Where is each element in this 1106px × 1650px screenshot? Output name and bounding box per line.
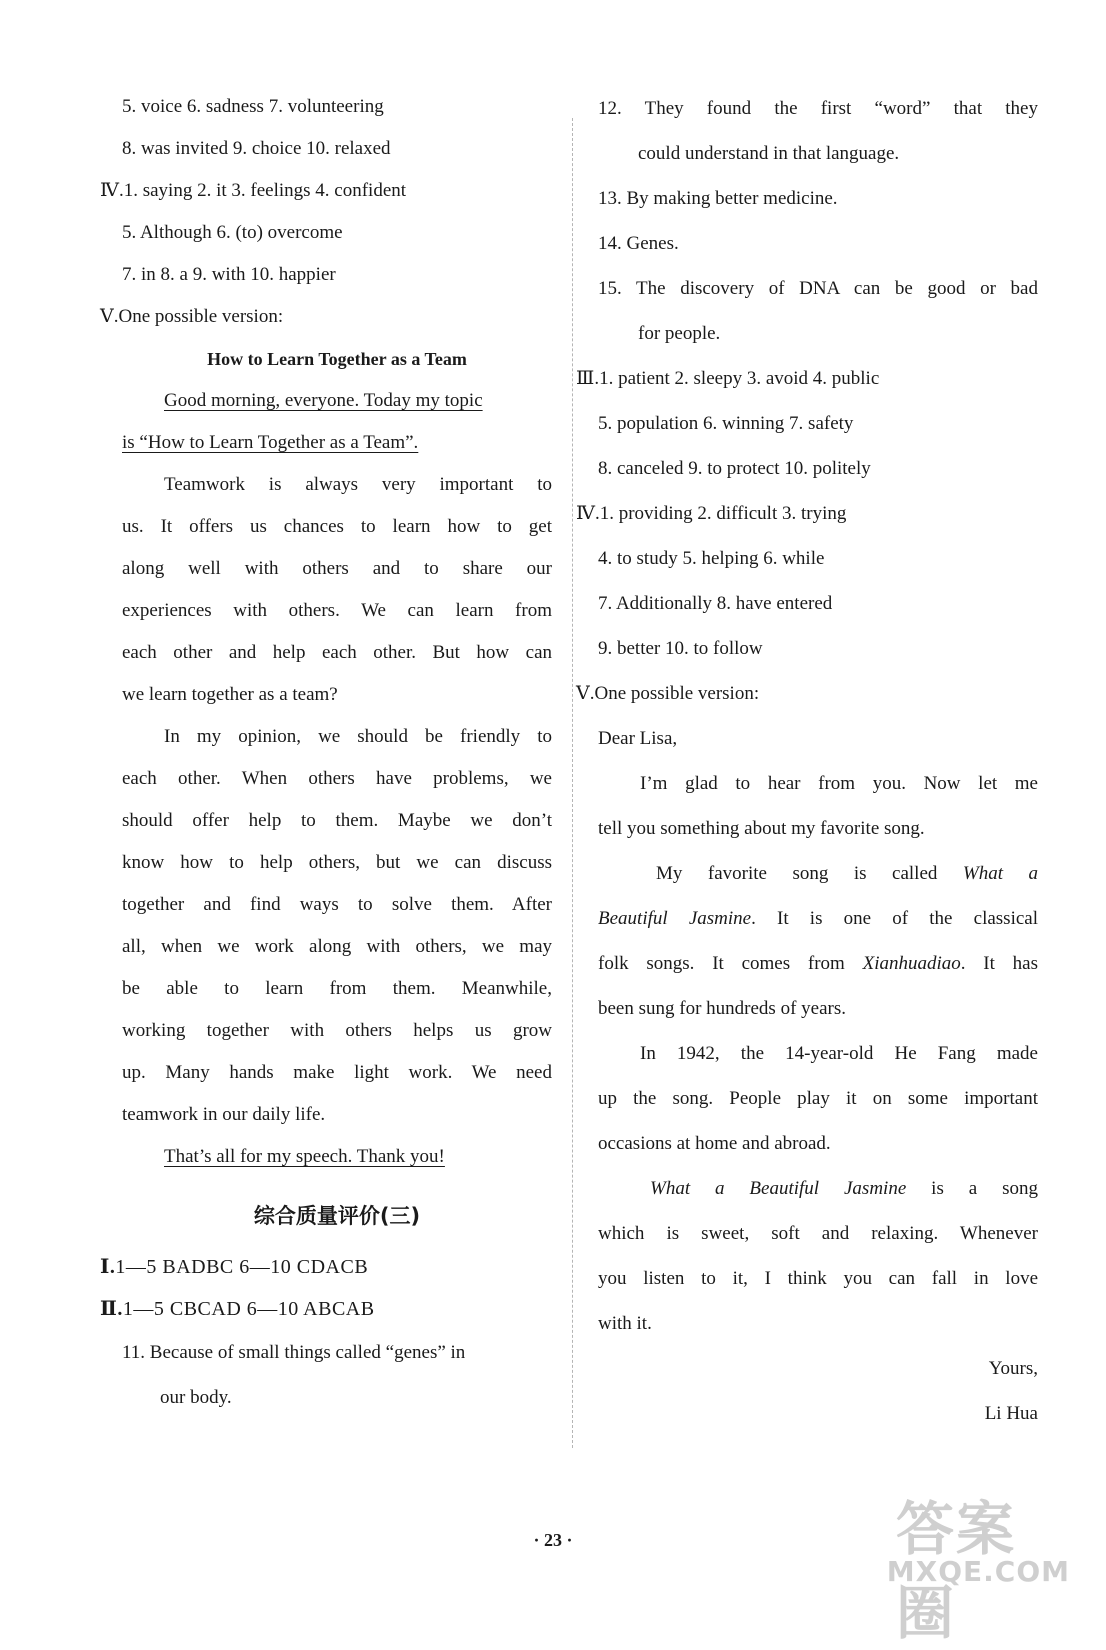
letter-line: In 1942, the 14-year-old He Fang made <box>640 1043 1038 1064</box>
answer-line: 11. Because of small things called “genes” in <box>122 1342 466 1363</box>
answer-line: 14. Genes. <box>598 233 679 254</box>
column-divider <box>572 118 573 1448</box>
section-heading: 综合质量评价(三) <box>253 1204 421 1228</box>
underlined-opening: Good morning, everyone. Today my topic <box>164 390 483 411</box>
letter-greeting: Dear Lisa, <box>598 728 678 749</box>
section-v-label: Ⅴ.One possible version: <box>576 683 760 704</box>
paragraph-line: be able to learn from them. Meanwhile, <box>122 978 552 999</box>
letter-line: up the song. People play it on some important <box>598 1088 1038 1109</box>
letter-line: which is sweet, soft and relaxing. Whenever <box>598 1223 1038 1244</box>
paragraph-line: know how to help others, but we can discuss <box>122 852 552 873</box>
answer-line: 8. canceled 9. to protect 10. politely <box>598 458 871 479</box>
section-v-label: Ⅴ.One possible version: <box>100 306 284 327</box>
letter-line: been sung for hundreds of years. <box>598 998 846 1019</box>
section-iii-line: Ⅲ.1. patient 2. sleepy 3. avoid 4. public <box>576 368 880 389</box>
answer-line: 7. Additionally 8. have entered <box>598 593 833 614</box>
answer-line: 5. Although 6. (to) overcome <box>122 222 343 243</box>
paragraph-line: all, when we work along with others, we may <box>122 936 552 957</box>
answer-line: 15. The discovery of DNA can be good or bad <box>598 278 1038 299</box>
paragraph-line: should offer help to them. Maybe we don’t <box>122 810 552 831</box>
watermark-top: 答案圈 <box>896 1495 1017 1647</box>
answer-line: 5. population 6. winning 7. safety <box>598 413 854 434</box>
roman-numeral: Ⅱ. <box>100 1298 123 1320</box>
essay-title: How to Learn Together as a Team <box>207 349 467 369</box>
closing-line: That’s all for my speech. Thank you! <box>164 1146 445 1167</box>
answer-line: 9. better 10. to follow <box>598 638 763 659</box>
letter-line: tell you something about my favorite song. <box>598 818 925 839</box>
paragraph-line: teamwork in our daily life. <box>122 1104 326 1125</box>
answer-line: 4. to study 5. helping 6. while <box>598 548 825 569</box>
roman-numeral: Ⅳ. <box>576 503 600 524</box>
roman-numeral: Ⅳ. <box>100 180 124 201</box>
answer-line: could understand in that language. <box>638 143 900 164</box>
answer-line: 7. in 8. a 9. with 10. happier <box>122 264 336 285</box>
answer-key-line: Ⅱ.1—5 CBCAD 6—10 ABCAB <box>100 1298 375 1320</box>
watermark-bottom: MXQE.COM <box>886 1555 1070 1588</box>
answer-line: for people. <box>638 323 721 344</box>
section-iv-line: Ⅳ.1. providing 2. difficult 3. trying <box>576 503 847 524</box>
paragraph-line: we learn together as a team? <box>122 684 338 705</box>
watermark-logo <box>886 1482 1076 1647</box>
letter-signature: Li Hua <box>984 1403 1038 1424</box>
answer-line: our body. <box>160 1387 232 1408</box>
paragraph-line: In my opinion, we should be friendly to <box>164 726 552 747</box>
letter-line: occasions at home and abroad. <box>598 1133 831 1154</box>
section-iv-line: Ⅳ.1. saying 2. it 3. feelings 4. confident <box>100 180 407 201</box>
answer-line: 13. By making better medicine. <box>598 188 838 209</box>
roman-numeral: Ⅲ. <box>576 368 600 389</box>
answer-line: 8. was invited 9. choice 10. relaxed <box>122 138 391 159</box>
paragraph-line: each other and help each other. But how can <box>122 642 552 663</box>
paragraph-line: together and find ways to solve them. After <box>122 894 552 915</box>
answer-line: 5. voice 6. sadness 7. volunteering <box>122 96 384 117</box>
letter-line: Beautiful Jasmine. It is one of the classical <box>598 908 1038 929</box>
underlined-opening: is “How to Learn Together as a Team”. <box>122 432 419 453</box>
paragraph-line: experiences with others. We can learn from <box>122 600 552 621</box>
paragraph-line: along well with others and to share our <box>122 558 552 579</box>
paragraph-line: Teamwork is always very important to <box>164 474 552 495</box>
letter-signoff: Yours, <box>988 1358 1038 1379</box>
letter-line: My favorite song is called What a <box>656 863 1038 884</box>
paragraph-line: up. Many hands make light work. We need <box>122 1062 552 1083</box>
paragraph-line: each other. When others have problems, we <box>122 768 552 789</box>
letter-line: I’m glad to hear from you. Now let me <box>640 773 1038 794</box>
left-column <box>100 86 552 1420</box>
right-column <box>576 86 1039 1436</box>
answer-key-line: Ⅰ.1—5 BADBC 6—10 CDACB <box>100 1256 369 1278</box>
page-number: · 23 · <box>533 1530 573 1550</box>
paragraph-line: us. It offers us chances to learn how to get <box>122 516 552 537</box>
roman-numeral: Ⅰ. <box>100 1256 116 1278</box>
letter-line: What a Beautiful Jasmine is a song <box>650 1178 1039 1199</box>
letter-line: with it. <box>598 1313 652 1334</box>
answer-line: 12. They found the first “word” that they <box>598 98 1038 119</box>
letter-line: folk songs. It comes from Xianhuadiao. It has <box>598 953 1038 974</box>
paragraph-line: working together with others helps us grow <box>122 1020 552 1041</box>
letter-line: you listen to it, I think you can fall in love <box>598 1268 1038 1289</box>
